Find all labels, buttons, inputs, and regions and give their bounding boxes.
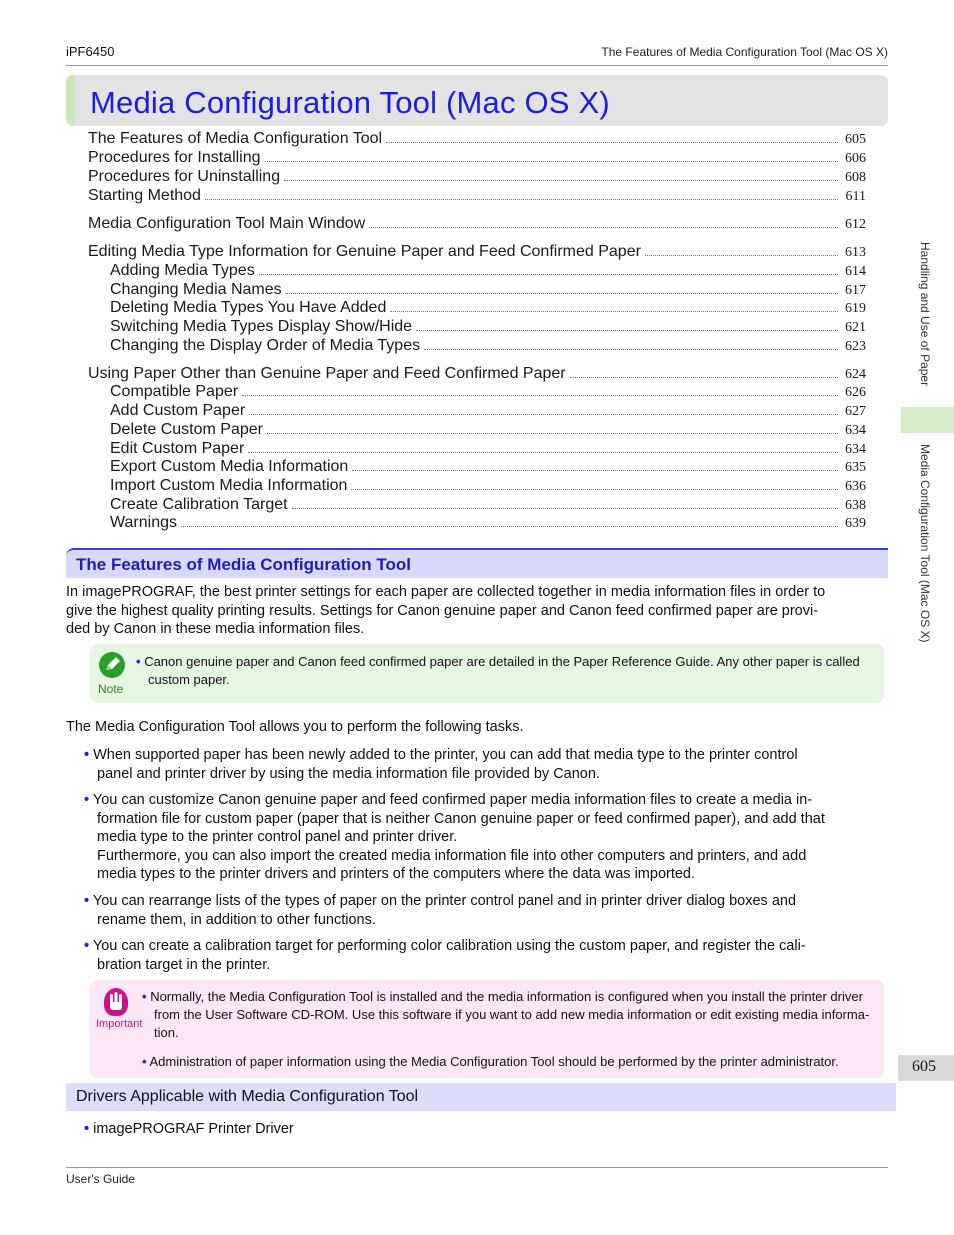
toc-item[interactable]: Editing Media Type Information for Genuine Paper and Feed Confirmed Paper 613 [88, 243, 866, 260]
important-text-2: • Administration of paper information using the Media Configuration Tool should be performed by the printer administrator. [142, 1054, 839, 1069]
bullet-icon: • [84, 938, 90, 954]
note-pencil-icon [99, 652, 125, 678]
important-label: Important [96, 1018, 143, 1030]
page-title: Media Configuration Tool (Mac OS X) [90, 85, 610, 120]
toc-item[interactable]: Using Paper Other than Genuine Paper and Feed Confirmed Paper 624 [88, 365, 866, 382]
footer-rule [66, 1167, 888, 1168]
page-number: 605 [912, 1058, 936, 1075]
page-number-box [898, 1055, 954, 1081]
bullet-list-item: • You can create a calibration target for performing color calibration using the custom paper, and register the cali- bration target in the printer. [84, 938, 806, 973]
toc-subitem[interactable]: Compatible Paper 626 [110, 383, 866, 400]
bullet-icon: • [142, 1054, 147, 1069]
side-tab-handling-paper[interactable]: Handling and Use of Paper [918, 242, 932, 387]
intro-paragraph: In imagePROGRAF, the best printer settings for each paper are collected together in media information files in order to give the highest quality printing results. Settings for Canon genuine paper and Canon feed confirmed paper are provi- ded by Canon in these media information files. [66, 584, 826, 637]
bullet-icon: • [142, 989, 147, 1004]
note-label: Note [98, 682, 124, 696]
bullet-icon: • [84, 792, 90, 808]
hand-stop-icon [104, 988, 128, 1016]
toc-subitem[interactable]: Add Custom Paper 627 [110, 402, 866, 419]
toc-subitem[interactable]: Delete Custom Paper 634 [110, 421, 866, 438]
header-model: iPF6450 [66, 44, 115, 59]
footer-text: User's Guide [66, 1172, 135, 1186]
toc-subitem[interactable]: Deleting Media Types You Have Added 619 [110, 299, 866, 316]
header-rule [66, 65, 888, 66]
toc-subitem[interactable]: Adding Media Types 614 [110, 262, 866, 279]
section-heading [66, 548, 888, 578]
toc-subitem[interactable]: Create Calibration Target 638 [110, 496, 866, 513]
bullet-list-item: • When supported paper has been newly added to the printer, you can add that media type to the printer control panel and printer driver by using the media information file provided by Canon. [84, 747, 798, 782]
bullet-icon: • [84, 1121, 90, 1137]
toc-item[interactable]: Media Configuration Tool Main Window 612 [88, 215, 866, 232]
section-heading-text: The Features of Media Configuration Tool [76, 555, 411, 574]
header-section: The Features of Media Configuration Tool (Mac OS X) [601, 45, 888, 59]
toc-item[interactable]: Starting Method 611 [88, 187, 866, 204]
toc-subitem[interactable]: Warnings 639 [110, 514, 866, 531]
toc-item[interactable]: Procedures for Installing 606 [88, 149, 866, 166]
side-tab-highlight [901, 407, 954, 433]
toc-subitem[interactable]: Changing the Display Order of Media Types 623 [110, 337, 866, 354]
important-text-1: • Normally, the Media Configuration Tool is installed and the media information is configured when you install the printer driver from the User Software CD-ROM. Use this software if you want to add new media information or edit existing media informa- tion. [142, 989, 870, 1040]
driver-list-item: • imagePROGRAF Printer Driver [84, 1121, 294, 1137]
tasks-intro: The Media Configuration Tool allows you to perform the following tasks. [66, 719, 524, 735]
note-text: • Canon genuine paper and Canon feed confirmed paper are detailed in the Paper Reference Guide. Any other paper is called custom paper. [136, 654, 860, 687]
subsection-heading [66, 1083, 896, 1111]
subsection-heading-text: Drivers Applicable with Media Configuration Tool [76, 1088, 419, 1105]
toc-item[interactable]: The Features of Media Configuration Tool 605 [88, 130, 866, 147]
toc-item[interactable]: Procedures for Uninstalling 608 [88, 168, 866, 185]
toc-subitem[interactable]: Export Custom Media Information 635 [110, 458, 866, 475]
toc-subitem[interactable]: Import Custom Media Information 636 [110, 477, 866, 494]
toc-subitem[interactable]: Changing Media Names 617 [110, 281, 866, 298]
bullet-list-item: • You can rearrange lists of the types of paper on the printer control panel and in printer driver dialog boxes and rename them, in addition to other functions. [84, 893, 797, 928]
side-tab-media-config[interactable]: Media Configuration Tool (Mac OS X) [918, 444, 932, 643]
bullet-icon: • [84, 893, 90, 909]
toc-subitem[interactable]: Switching Media Types Display Show/Hide 621 [110, 318, 866, 335]
bullet-icon: • [136, 654, 141, 669]
title-accent [66, 75, 75, 126]
bullet-list-item: • You can customize Canon genuine paper and feed confirmed paper media information files to create a media in- formation file for custom paper (paper that is neither Canon genuine paper or feed confirmed paper), and add that media type to the printer control panel and printer driver. Furthermore, you can also import the created media information file into other computers and printers, and add media types to the printer drivers and printers of the computers where the data was imported. [84, 792, 825, 882]
toc-subitem[interactable]: Edit Custom Paper 634 [110, 440, 866, 457]
bullet-icon: • [84, 747, 90, 763]
